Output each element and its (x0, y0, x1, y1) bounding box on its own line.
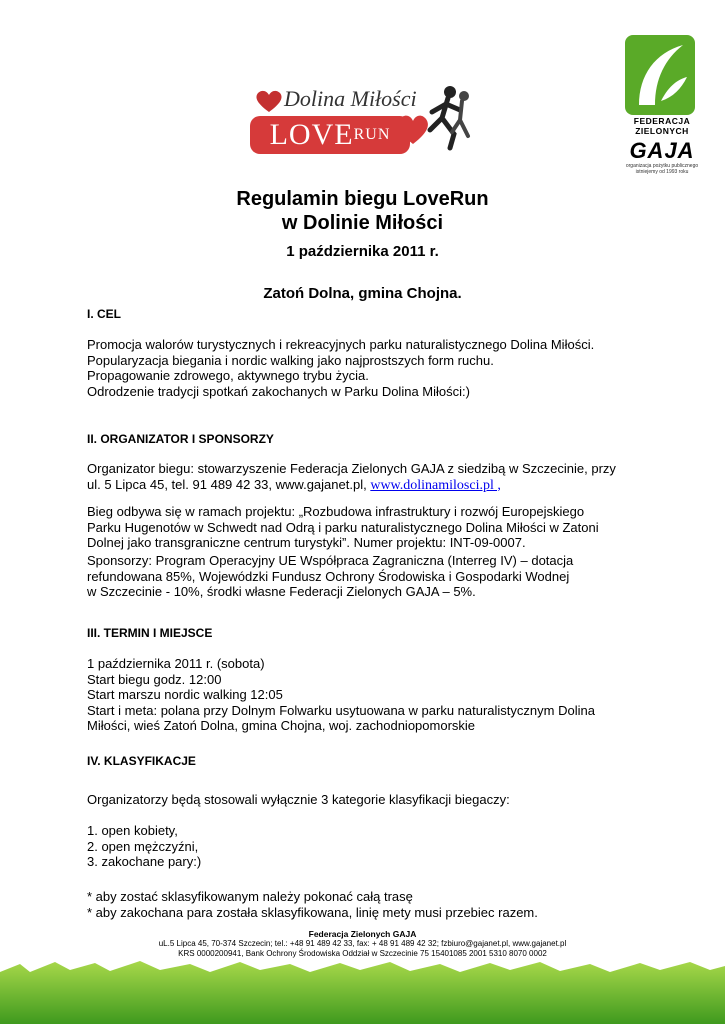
loverun-banner (250, 116, 410, 154)
project-line: Dolnej jako transgraniczne centrum turystyki”. Numer projektu: INT-09-0007. (87, 535, 526, 550)
project-text (87, 504, 647, 551)
notes-list (87, 889, 647, 920)
note-item: * aby zostać sklasyfikowanym należy pokonać całą trasę (87, 889, 413, 904)
cel-text (87, 337, 647, 399)
sponsors-line: Sponsorzy: Program Operacyjny UE Współpraca Zagraniczna (Interreg IV) – dotacja (87, 553, 574, 568)
sponsors-line: refundowana 85%, Wojewódzki Fundusz Ochrony Środowiska i Gospodarki Wodnej (87, 568, 570, 584)
klasyfikacje-intro: Organizatorzy będą stosowali wyłącznie 3 kategorie klasyfikacji biegaczy: (87, 792, 510, 807)
termin-line: Start i meta: polana przy Dolnym Folwarku usytuowana w parku naturalistycznym Dolina (87, 702, 595, 718)
page-title-line2: w Dolinie Miłości (281, 212, 444, 234)
page-title-line1: Regulamin biegu LoveRun (236, 188, 489, 210)
footer-address: uL.5 Lipca 45, 70-374 Szczecin; tel.: +48 91 489 42 33, fax: + 48 91 489 42 32; fzbiuro@gajanet.pl, www.gajanet.pl (158, 939, 567, 948)
termin-line: Start marszu nordic walking 12:05 (87, 687, 283, 702)
logo-dolina-text: Dolina Miłości (284, 86, 417, 111)
cel-line: Popularyzacja biegania i nordic walking jako najprostszych form ruchu. (87, 352, 494, 368)
section-heading-termin: III. TERMIN I MIEJSCE (87, 626, 213, 640)
section-heading-cel: I. CEL (87, 307, 122, 321)
runners-icon (420, 82, 480, 152)
category-item: 3. zakochane pary:) (87, 854, 202, 869)
sponsors-text (87, 553, 647, 600)
sponsors-line: w Szczecinie - 10%, środki własne Federacji Zielonych GAJA – 5%. (87, 584, 476, 599)
category-item: 1. open kobiety, (87, 823, 178, 838)
section-heading-klasyfikacje: IV. KLASYFIKACJE (87, 754, 196, 768)
event-place: Zatoń Dolna, gmina Chojna. (263, 285, 462, 302)
cel-line: Promocja walorów turystycznych i rekreacyjnych parku naturalistycznego Dolina Miłości. (87, 337, 595, 352)
gaja-logo (625, 35, 695, 115)
hearts-icon (254, 88, 284, 114)
termin-line: Start biegu godz. 12:00 (87, 671, 222, 687)
logo-run-text: RUN (353, 126, 391, 143)
gaja-org-line1: FEDERACJA (633, 116, 691, 126)
project-line: Parku Hugenotów w Schwedt nad Odrą i parku naturalistycznego Dolina Miłości w Zatoni (87, 519, 599, 535)
leaf-icon (625, 35, 695, 115)
dolinamilosci-link[interactable]: www.dolinamilosci.pl , (370, 477, 501, 493)
section-heading-organizator: II. ORGANIZATOR I SPONSORZY (87, 432, 274, 446)
gaja-org-title (615, 116, 709, 136)
category-item: 2. open mężczyźni, (87, 838, 199, 854)
termin-line: Miłości, wieś Zatoń Dolna, gmina Chojna, woj. zachodniopomorskie (87, 718, 476, 733)
grass-footer-decoration (0, 958, 725, 1024)
category-list (87, 823, 647, 870)
organizator-contact: ul. 5 Lipca 45, tel. 91 489 42 33, www.gajanet.pl, (87, 476, 367, 492)
termin-line: 1 października 2011 r. (sobota) (87, 656, 265, 671)
gaja-tagline: organizacja pożytku publicznego istniejemy od 1993 roku (625, 163, 699, 175)
organizator-line: Organizator biegu: stowarzyszenie Federacja Zielonych GAJA z siedzibą w Szczecinie, przy (87, 461, 616, 476)
footer-krs: KRS 0000200941, Bank Ochrony Środowiska Oddział w Szczecinie 75 15401085 2001 5310 8070 0002 (178, 949, 547, 958)
event-date: 1 października 2011 r. (286, 243, 439, 260)
organizator-text (87, 461, 647, 493)
footer (0, 929, 725, 959)
gaja-name: GAJA (629, 138, 695, 163)
footer-org-name: Federacja Zielonych GAJA (308, 929, 417, 939)
cel-line: Odrodzenie tradycji spotkań zakochanych w Parku Dolina Miłości:) (87, 383, 470, 399)
cel-line: Propagowanie zdrowego, aktywnego trybu życia. (87, 368, 369, 383)
project-line: Bieg odbywa się w ramach projektu: „Rozbudowa infrastruktury i rozwój Europejskiego (87, 504, 585, 519)
termin-text (87, 656, 647, 734)
note-item: * aby zakochana para została sklasyfikowana, linię mety musi przebiec razem. (87, 904, 538, 920)
gaja-org-line2: ZIELONYCH (635, 126, 689, 136)
organizator-line2 (87, 477, 647, 494)
logo-love-text: LOVE (269, 118, 354, 151)
